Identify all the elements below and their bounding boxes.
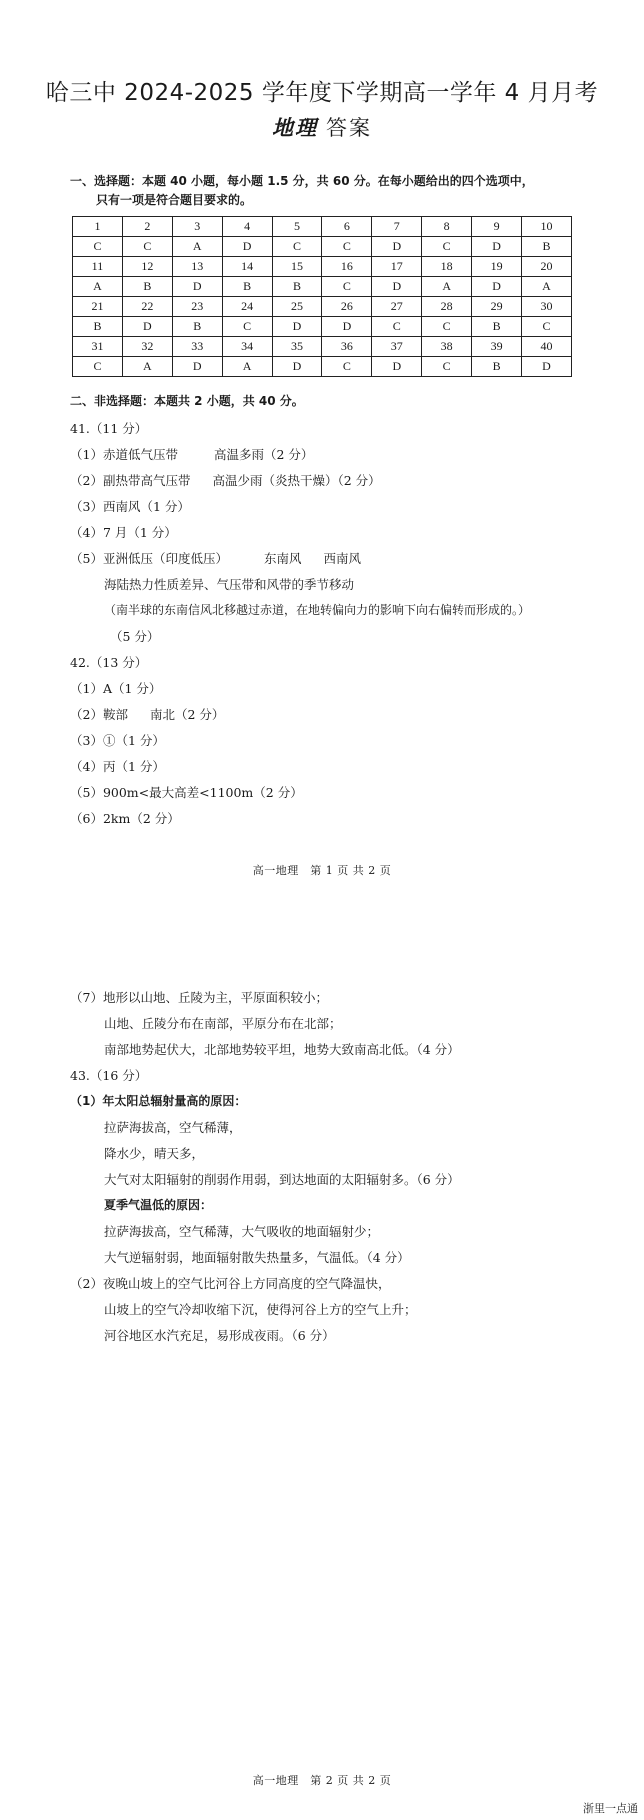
- answer-table-cell: D: [522, 357, 572, 377]
- answer-table-cell: 36: [322, 337, 372, 357]
- answer-table-cell: 14: [222, 257, 272, 277]
- q41-a5-part2: 东南风: [263, 551, 302, 566]
- answer-label: 答案: [326, 116, 372, 140]
- q43-answer-1-heading2: 夏季气温低的原因：: [104, 1198, 213, 1212]
- q43-answer-1-line2: 降水少，晴天多，: [104, 1146, 205, 1161]
- section2-heading: 二、非选择题：本题共 2 小题，共 40 分。: [70, 394, 304, 408]
- answer-table-cell: B: [272, 277, 322, 297]
- answer-table-cell: A: [222, 357, 272, 377]
- answer-table-cell: 20: [522, 257, 572, 277]
- q43-answer-1-line5: 大气逆辐射弱，地面辐射散失热量多，气温低。（4 分）: [104, 1250, 410, 1265]
- answer-table-cell: 5: [272, 217, 322, 237]
- answer-table-cell: 12: [122, 257, 172, 277]
- answer-table-cell: 30: [522, 297, 572, 317]
- answer-table-cell: C: [73, 237, 123, 257]
- q41-answer-3: （3）西南风（1 分）: [70, 499, 190, 514]
- answer-table-cell: 19: [472, 257, 522, 277]
- answer-table-cell: C: [322, 357, 372, 377]
- answer-table-cell: B: [472, 357, 522, 377]
- answer-table-answer-row: [73, 237, 572, 257]
- page-subtitle: [0, 112, 644, 142]
- answer-table-cell: D: [222, 237, 272, 257]
- page-footer-2: 高一地理 第 2 页 共 2 页: [252, 1774, 392, 1787]
- answer-table-cell: B: [172, 317, 222, 337]
- q43-answer-1-line1: 拉萨海拔高，空气稀薄，: [104, 1120, 242, 1135]
- watermark-label: 浙里一点通: [583, 1802, 638, 1815]
- q41-number: 41.（11 分）: [70, 421, 148, 436]
- answer-table-cell: 10: [522, 217, 572, 237]
- answer-table-cell: 7: [372, 217, 422, 237]
- answer-table-cell: 13: [172, 257, 222, 277]
- answer-table: [72, 216, 572, 377]
- answer-table-cell: D: [272, 357, 322, 377]
- answer-table-cell: D: [122, 317, 172, 337]
- answer-table-cell: 24: [222, 297, 272, 317]
- answer-table-cell: 40: [522, 337, 572, 357]
- answer-table-cell: D: [172, 277, 222, 297]
- answer-table-cell: B: [122, 277, 172, 297]
- answer-table-cell: C: [322, 277, 372, 297]
- answer-table-cell: 25: [272, 297, 322, 317]
- answer-table-cell: 1: [73, 217, 123, 237]
- section1-subheading: 只有一项是符合题目要求的。: [96, 193, 253, 207]
- q43-answer-2-line3: 河谷地区水汽充足，易形成夜雨。（6 分）: [104, 1328, 335, 1343]
- answer-table-cell: A: [122, 357, 172, 377]
- answer-table-cell: 23: [172, 297, 222, 317]
- answer-table-cell: 15: [272, 257, 322, 277]
- answer-table-cell: C: [372, 317, 422, 337]
- answer-table-cell: D: [372, 277, 422, 297]
- q42-answer-7-line1: （7）地形以山地、丘陵为主，平原面积较小；: [70, 990, 328, 1005]
- q43-answer-2-line2: 山坡上的空气冷却收缩下沉，使得河谷上方的空气上升；: [104, 1302, 417, 1317]
- section1-heading: 一、选择题：本题 40 小题，每小题 1.5 分，共 60 分。在每小题给出的四个选项中，: [70, 174, 534, 188]
- answer-table-cell: 2: [122, 217, 172, 237]
- page-footer-1: 高一地理 第 1 页 共 2 页: [252, 864, 392, 877]
- answer-table-cell: A: [73, 277, 123, 297]
- q42-answer-1: （1）A（1 分）: [70, 681, 162, 696]
- answer-table-cell: 22: [122, 297, 172, 317]
- q42-answer-7-line3: 南部地势起伏大，北部地势较平坦，地势大致南高北低。（4 分）: [104, 1042, 460, 1057]
- q42-a2-part2: 南北（2 分）: [149, 707, 225, 722]
- q41-answer-5-line3: （南半球的东南信风北移越过赤道，在地转偏向力的影响下向右偏转而形成的。）: [104, 603, 531, 617]
- answer-table-cell: A: [172, 237, 222, 257]
- q41-answer-5: [70, 549, 361, 567]
- answer-table-cell: 29: [472, 297, 522, 317]
- q41-a5-part1: （5）亚洲低压（印度低压）: [70, 551, 228, 566]
- q41-a1-part2: 高温多雨（2 分）: [213, 447, 314, 462]
- answer-table-cell: 11: [73, 257, 123, 277]
- answer-table-cell: 27: [372, 297, 422, 317]
- answer-table-cell: C: [73, 357, 123, 377]
- q41-a1-part1: （1）赤道低气压带: [70, 447, 178, 462]
- answer-table-cell: D: [372, 357, 422, 377]
- answer-table-cell: 16: [322, 257, 372, 277]
- answer-table-cell: C: [322, 237, 372, 257]
- page-title: 哈三中 2024-2025 学年度下学期高一学年 4 月月考: [45, 80, 599, 106]
- q42-answer-4: （4）丙（1 分）: [70, 759, 165, 774]
- q42-answer-7-line2: 山地、丘陵分布在南部，平原分布在北部；: [104, 1016, 342, 1031]
- answer-table-cell: 21: [73, 297, 123, 317]
- q42-a2-part1: （2）鞍部: [70, 707, 128, 722]
- answer-table-cell: A: [522, 277, 572, 297]
- q41-a5-part3: 西南风: [323, 551, 361, 566]
- q41-answer-4: （4）7 月（1 分）: [70, 525, 177, 540]
- q43-answer-2-line1: （2）夜晚山坡上的空气比河谷上方同高度的空气降温快，: [70, 1276, 391, 1291]
- answer-table-cell: D: [172, 357, 222, 377]
- answer-table-cell: B: [522, 237, 572, 257]
- subject-label: 地理: [272, 115, 318, 140]
- answer-table-cell: D: [372, 237, 422, 257]
- answer-table-cell: 37: [372, 337, 422, 357]
- answer-table-cell: 18: [422, 257, 472, 277]
- answer-table-cell: C: [122, 237, 172, 257]
- answer-table-cell: D: [472, 237, 522, 257]
- answer-table-cell: D: [272, 317, 322, 337]
- answer-table-cell: D: [472, 277, 522, 297]
- q43-answer-1-line4: 拉萨海拔高，空气稀薄，大气吸收的地面辐射少；: [104, 1224, 380, 1239]
- answer-table-cell: B: [472, 317, 522, 337]
- answer-table-cell: 6: [322, 217, 372, 237]
- answer-table-answer-row: [73, 357, 572, 377]
- answer-table-cell: 17: [372, 257, 422, 277]
- answer-table-cell: 9: [472, 217, 522, 237]
- q42-answer-2: [70, 705, 224, 723]
- answer-table-cell: 35: [272, 337, 322, 357]
- answer-table-cell: 32: [122, 337, 172, 357]
- answer-table-cell: 34: [222, 337, 272, 357]
- answer-table-cell: C: [522, 317, 572, 337]
- answer-table-cell: C: [222, 317, 272, 337]
- answer-table-cell: C: [422, 237, 472, 257]
- answer-table-number-row: [73, 257, 572, 277]
- answer-table-number-row: [73, 337, 572, 357]
- answer-table-cell: 8: [422, 217, 472, 237]
- q41-answer-5-score: （5 分）: [110, 629, 160, 644]
- answer-table-cell: C: [422, 357, 472, 377]
- answer-table-cell: C: [272, 237, 322, 257]
- answer-table-cell: B: [73, 317, 123, 337]
- answer-table-cell: 33: [172, 337, 222, 357]
- answer-table-cell: 39: [472, 337, 522, 357]
- answer-table-cell: A: [422, 277, 472, 297]
- answer-table-cell: 31: [73, 337, 123, 357]
- q42-answer-6: （6）2km（2 分）: [70, 811, 180, 826]
- q41-a2-part1: （2）副热带高气压带: [70, 473, 191, 488]
- q41-a2-part2: 高温少雨（炎热干燥）（2 分）: [212, 473, 381, 488]
- answer-table-number-row: [73, 297, 572, 317]
- answer-table-number-row: [73, 217, 572, 237]
- q43-answer-1-line3: 大气对太阳辐射的削弱作用弱，到达地面的太阳辐射多。（6 分）: [104, 1172, 460, 1187]
- answer-table-cell: B: [222, 277, 272, 297]
- answer-table-cell: 28: [422, 297, 472, 317]
- q43-number: 43.（16 分）: [70, 1068, 148, 1083]
- q41-answer-5-line2: 海陆热力性质差异、气压带和风带的季节移动: [104, 577, 355, 592]
- answer-table-cell: C: [422, 317, 472, 337]
- q41-answer-2: [70, 471, 381, 489]
- q41-answer-1: [70, 445, 313, 463]
- answer-table-answer-row: [73, 317, 572, 337]
- q42-answer-5: （5）900m<最大高差<1100m（2 分）: [70, 785, 303, 800]
- q42-answer-3: （3）①（1 分）: [70, 733, 165, 748]
- answer-table-cell: 26: [322, 297, 372, 317]
- answer-table-cell: 4: [222, 217, 272, 237]
- answer-table-cell: D: [322, 317, 372, 337]
- q43-answer-1-heading: （1）年太阳总辐射量高的原因：: [70, 1094, 247, 1108]
- answer-table-answer-row: [73, 277, 572, 297]
- answer-table-cell: 3: [172, 217, 222, 237]
- answer-table-cell: 38: [422, 337, 472, 357]
- q42-number: 42.（13 分）: [70, 655, 148, 670]
